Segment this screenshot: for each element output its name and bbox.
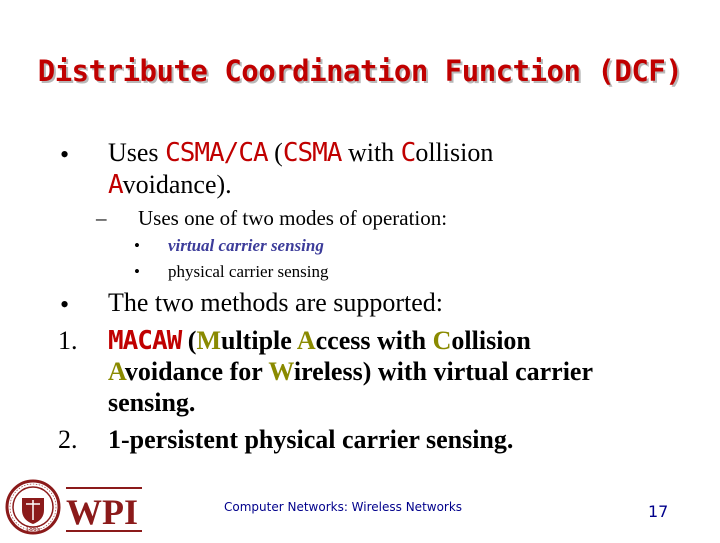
text-open-paren: ( <box>181 326 197 355</box>
text-with: with <box>341 138 401 167</box>
text-csma: CSMA <box>282 138 342 168</box>
text-c-collision: C <box>432 326 452 355</box>
slide-title: Distribute Coordination Function (DCF) <box>37 54 683 88</box>
sub-item-2-marker: • <box>134 262 140 281</box>
sub-item-virtual: virtual carrier sensing <box>168 236 324 255</box>
wpi-wordmark: WPI <box>66 492 138 532</box>
sub-bullet-dash: – <box>96 206 107 230</box>
item-1-line-2 <box>108 357 593 387</box>
wpi-seal-icon <box>4 476 154 538</box>
seal-year: 1865 <box>25 526 41 533</box>
bullet-1-line-2 <box>108 170 232 200</box>
sub-bullet-text: Uses one of two modes of operation: <box>138 206 448 230</box>
bullet-2-marker: • <box>60 290 70 319</box>
wpi-logo <box>4 476 154 543</box>
item-2-number: 2. <box>58 425 78 454</box>
sub-item-1-marker: • <box>134 236 140 255</box>
text-ultiple: ultiple <box>221 326 297 355</box>
item-1-line-3: sensing. <box>108 388 196 417</box>
text-c-letter: C <box>400 138 416 168</box>
text-w-letter: W <box>268 357 294 386</box>
bullet-2-text: The two methods are supported: <box>108 288 444 317</box>
text-a-letter: A <box>108 170 123 200</box>
text-m-letter: M <box>196 326 221 355</box>
text-a-access: A <box>296 326 316 355</box>
text-voidance-for: voidance for <box>124 357 269 386</box>
text-voidance: voidance). <box>122 170 232 199</box>
item-2-text: 1-persistent physical carrier sensing. <box>108 425 514 454</box>
text-paren: ( <box>267 138 283 167</box>
text-macaw: MACAW <box>108 326 182 356</box>
sub-item-physical: physical carrier sensing <box>168 262 329 281</box>
footer-text: Computer Networks: Wireless Networks <box>224 500 463 514</box>
text-ollision: ollision <box>415 138 494 167</box>
text-ccess-with: ccess with <box>315 326 433 355</box>
page-number: 17 <box>648 502 669 521</box>
text-csmaca: CSMA/CA <box>165 138 268 168</box>
text-ollision-2: ollision <box>451 326 531 355</box>
text-a-avoidance: A <box>108 357 125 386</box>
bullet-1-line-1 <box>108 138 493 168</box>
bullet-1-marker: • <box>60 140 70 169</box>
item-1-number: 1. <box>58 326 78 355</box>
item-1-line-1 <box>108 326 531 356</box>
text-ireless: ireless) with virtual carrier <box>293 357 594 386</box>
text-uses: Uses <box>108 138 166 167</box>
